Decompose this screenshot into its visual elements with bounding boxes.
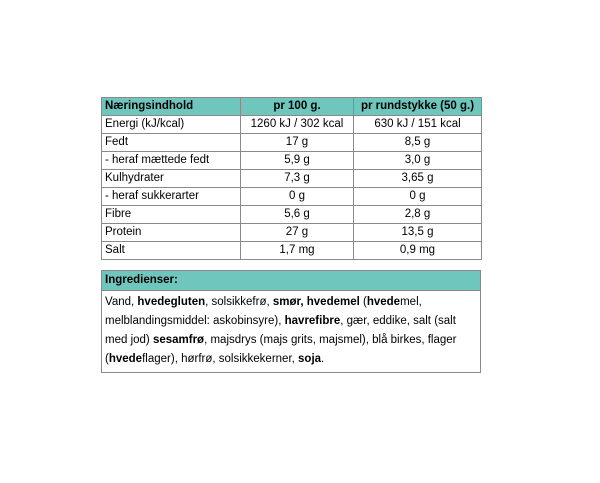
ingredient-text: mel, melblandingsmiddel: askobinsyre), [105, 296, 422, 327]
value-per-roll: 630 kJ / 151 kcal [354, 116, 482, 134]
value-per-100g: 5,6 g [241, 206, 354, 224]
nutrition-body [102, 116, 482, 260]
value-per-roll: 8,5 g [354, 134, 482, 152]
value-per-100g: 1,7 mg [241, 242, 354, 260]
nutrition-row [102, 206, 482, 224]
allergen-text: hvedegluten [137, 296, 206, 308]
ingredients-title: Ingredienser: [102, 271, 480, 291]
value-per-100g: 5,9 g [241, 152, 354, 170]
nutrition-header-row [102, 98, 482, 116]
value-per-100g: 1260 kJ / 302 kcal [241, 116, 354, 134]
nutrition-row [102, 152, 482, 170]
allergen-text: havrefibre [284, 315, 341, 327]
nutrient-name: Fedt [102, 134, 241, 152]
value-per-100g: 7,3 g [241, 170, 354, 188]
nutrient-name: Fibre [102, 206, 241, 224]
ingredients-text [102, 291, 480, 372]
nutrition-row [102, 188, 482, 206]
value-per-100g: 27 g [241, 224, 354, 242]
ingredient-text: . [321, 353, 325, 365]
allergen-text: hvede [366, 296, 401, 308]
ingredient-text: , solsikkefrø, [205, 296, 273, 308]
value-per-roll: 0 g [354, 188, 482, 206]
nutrient-name: Salt [102, 242, 241, 260]
value-per-roll: 3,0 g [354, 152, 482, 170]
allergen-text: sesamfrø [152, 334, 205, 346]
nutrient-name: - heraf sukkerarter [102, 188, 241, 206]
value-per-100g: 0 g [241, 188, 354, 206]
nutrition-header-label: Næringsindhold [102, 98, 241, 116]
ingredient-text: Vand, [105, 296, 138, 308]
nutrition-header-per-roll: pr rundstykke (50 g.) [354, 98, 482, 116]
nutrient-name: Energi (kJ/kcal) [102, 116, 241, 134]
allergen-text: soja [298, 353, 322, 365]
nutrition-row [102, 116, 482, 134]
value-per-roll: 3,65 g [354, 170, 482, 188]
nutrition-table [101, 97, 482, 260]
ingredient-text: , majsdrys (majs grits, majsmel), blå birkes, flager ( [105, 334, 457, 365]
nutrition-row [102, 224, 482, 242]
nutrient-name: - heraf mættede fedt [102, 152, 241, 170]
nutrient-name: Kulhydrater [102, 170, 241, 188]
nutrition-row [102, 134, 482, 152]
nutrient-name: Protein [102, 224, 241, 242]
allergen-text: hvede [108, 353, 143, 365]
ingredient-text: ( [359, 296, 367, 308]
nutrition-header-per-100g: pr 100 g. [241, 98, 354, 116]
ingredient-text: flager), hørfrø, solsikkekerner, [142, 353, 299, 365]
value-per-roll: 0,9 mg [354, 242, 482, 260]
nutrition-row [102, 242, 482, 260]
nutrition-row [102, 170, 482, 188]
ingredients-box [101, 270, 481, 373]
ingredient-text: , gær, eddike, salt (salt med jod) [105, 315, 456, 346]
allergen-text: smør, hvedemel [272, 296, 360, 308]
value-per-roll: 13,5 g [354, 224, 482, 242]
value-per-roll: 2,8 g [354, 206, 482, 224]
value-per-100g: 17 g [241, 134, 354, 152]
